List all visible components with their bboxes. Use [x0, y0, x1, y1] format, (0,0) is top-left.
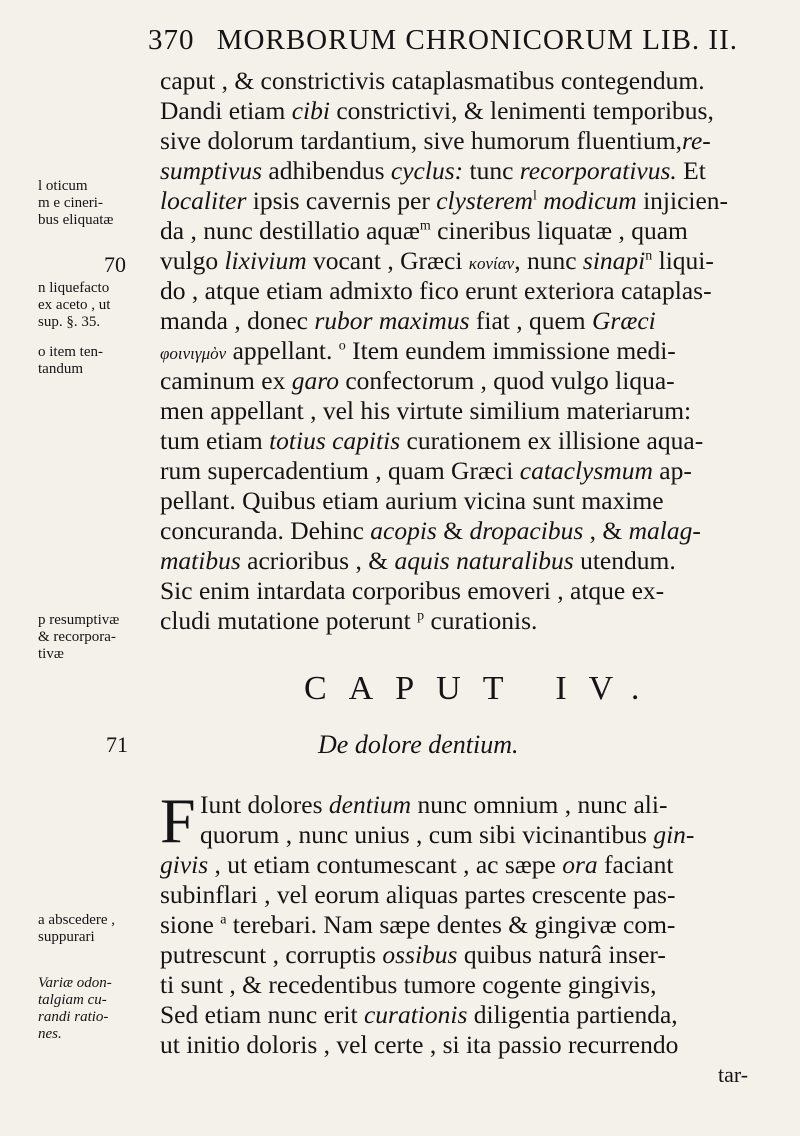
text-run: rum supercadentium , quam Græci	[160, 456, 520, 485]
text-run: manda , donec	[160, 306, 315, 335]
text-run: confectorum , quod vulgo liqua-	[338, 366, 675, 395]
text-run: sione	[160, 910, 221, 939]
text-run: garo	[291, 366, 339, 395]
text-run: re-	[681, 126, 711, 155]
margin-note-line: m e cineri-	[38, 195, 103, 211]
margin-note-line: n liquefacto	[38, 280, 110, 296]
margin-note-line: ex aceto , ut	[38, 297, 111, 313]
text-run: sive dolorum tardantium, sive humorum fluentium,	[160, 126, 682, 155]
text-run: putrescunt , corruptis	[160, 940, 383, 969]
text-run: malag-	[628, 516, 701, 545]
text-run: Græci	[592, 306, 656, 335]
margin-note-line: tandum	[38, 361, 83, 377]
text-line	[160, 486, 768, 516]
text-run: , ut etiam contumescant , ac sæpe	[208, 850, 563, 879]
text-line	[160, 850, 768, 880]
running-header	[148, 24, 768, 60]
margin-note-line: talgiam cu-	[38, 992, 107, 1008]
text-run: lixivium	[224, 246, 307, 275]
text-run: acrioribus , &	[240, 546, 395, 575]
text-run: sumptivus	[160, 156, 262, 185]
text-line	[160, 156, 768, 186]
text-line	[160, 880, 768, 910]
margin-note-line: nes.	[38, 1026, 62, 1042]
margin-note-line: Variæ odon-	[38, 975, 112, 991]
text-line	[160, 1000, 768, 1030]
text-run: appellant.	[226, 336, 339, 365]
text-line	[160, 970, 768, 1000]
text-line	[160, 246, 768, 276]
text-line	[160, 336, 768, 366]
text-run: do , atque etiam admixto fico erunt exteriora cataplas-	[160, 276, 712, 305]
text-run: &	[436, 516, 470, 545]
text-run: quibus naturâ inser-	[457, 940, 666, 969]
text-run: cibi	[291, 96, 330, 125]
text-run: gin-	[653, 820, 695, 849]
text-run: pellant. Quibus etiam aurium vicina sunt maxime	[160, 486, 664, 515]
text-line	[160, 790, 768, 820]
text-line	[160, 306, 768, 336]
text-run: Item eundem immissione medi-	[345, 336, 676, 365]
text-line	[160, 366, 768, 396]
text-run: Dandi etiam	[160, 96, 292, 125]
margin-note-line: suppurari	[38, 929, 95, 945]
text-run: fiat , quem	[469, 306, 593, 335]
text-run: modicum	[543, 186, 637, 215]
text-run: ossibus	[382, 940, 458, 969]
text-run: tunc	[463, 156, 520, 185]
line-number-70: 70	[104, 252, 126, 277]
text-run: n	[645, 248, 653, 264]
text-run: o	[338, 338, 346, 354]
text-line	[160, 66, 768, 96]
text-run: φοινιγμὸν	[160, 344, 227, 363]
main-text-block	[160, 66, 768, 636]
text-run: acopis	[370, 516, 437, 545]
catchword: tar-	[718, 1062, 749, 1087]
text-run: ti sunt , & recedentibus tumore cogente gingivis,	[160, 970, 657, 999]
margin-note-line: bus eliquatæ	[38, 212, 114, 228]
text-line	[160, 216, 768, 246]
text-run: caminum ex	[160, 366, 292, 395]
text-run: concuranda. Dehinc	[160, 516, 371, 545]
margin-note-line: p resumptivæ	[38, 612, 120, 628]
margin-note-a	[38, 912, 154, 946]
text-run: Sic enim intardata corporibus emoveri , atque ex-	[160, 576, 665, 605]
text-run: dropacibus	[469, 516, 584, 545]
margin-note-line: randi ratio-	[38, 1009, 109, 1025]
text-run: utendum.	[573, 546, 676, 575]
text-run: sinapi	[582, 246, 646, 275]
text-line	[160, 910, 768, 940]
margin-note-p	[38, 612, 154, 663]
margin-note-line: a abscedere ,	[38, 912, 116, 928]
margin-note-l	[38, 178, 154, 229]
text-run: subinflari , vel eorum aliquas partes crescente pas-	[160, 880, 676, 909]
text-run: cyclus:	[390, 156, 464, 185]
text-run: m	[419, 218, 431, 234]
text-run: localiter	[160, 186, 247, 215]
running-title: MORBORUM CHRONICORUM LIB. II.	[216, 24, 738, 56]
text-run: recorporativus.	[519, 156, 677, 185]
text-run: rubor maximus	[314, 306, 470, 335]
text-line	[160, 1030, 768, 1060]
text-run: aquis naturalibus	[394, 546, 574, 575]
text-run: ut initio doloris , vel certe , si ita passio recurrendo	[160, 1030, 679, 1059]
chapter-subtitle: De dolore dentium.	[318, 730, 519, 759]
text-run: vocant , Græci	[306, 246, 469, 275]
text-run: Sed etiam nunc erit	[160, 1000, 364, 1029]
text-run: matibus	[160, 546, 241, 575]
margin-note-n	[38, 280, 154, 331]
text-run: quorum , nunc unius , cum sibi vicinantibus	[200, 820, 654, 849]
chapter-title: CAPUT IV.	[304, 670, 662, 707]
text-run: cludi mutatione poterunt	[160, 606, 418, 635]
margin-note-line: tivæ	[38, 646, 64, 662]
text-run: curationem ex illisione aqua-	[400, 426, 704, 455]
text-run: , &	[583, 516, 629, 545]
text-run: curationis.	[424, 606, 538, 635]
text-run: vulgo	[160, 246, 225, 275]
text-line	[160, 96, 768, 126]
text-run: curationis	[363, 1000, 468, 1029]
chapter-text-block	[160, 785, 768, 1060]
text-run: terebari. Nam sæpe dentes & gingivæ com-	[226, 910, 676, 939]
text-line	[160, 456, 768, 486]
text-run: liqui-	[652, 246, 714, 275]
text-run: injicien-	[636, 186, 729, 215]
text-run: faciant	[597, 850, 674, 879]
margin-note-o	[38, 344, 154, 378]
text-line	[160, 820, 768, 850]
text-run: men appellant , vel his virtute similium materiarum:	[160, 396, 692, 425]
margin-note-line: & recorpora-	[38, 629, 116, 645]
text-run: clysterem	[436, 186, 533, 215]
line-number-71: 71	[106, 732, 128, 757]
margin-note-line: o item ten-	[38, 344, 103, 360]
text-line	[160, 940, 768, 970]
text-run: constrictivi, & lenimenti temporibus,	[329, 96, 714, 125]
text-run: Iunt dolores	[200, 790, 329, 819]
page-number: 370	[148, 24, 195, 56]
text-run: cataclysmum	[519, 456, 653, 485]
text-run: da , nunc destillatio aquæ	[160, 216, 420, 245]
text-run: caput , & constrictivis cataplasmatibus contegendum.	[160, 66, 705, 95]
text-line	[160, 396, 768, 426]
text-run: dentium	[328, 790, 412, 819]
text-run: totius capitis	[269, 426, 401, 455]
text-line	[160, 576, 768, 606]
text-run: κονίαν	[468, 254, 515, 273]
text-run: adhibendus	[262, 156, 391, 185]
text-run: l	[532, 188, 537, 204]
text-line	[160, 186, 768, 216]
margin-note-summary	[38, 975, 154, 1043]
text-line	[160, 546, 768, 576]
text-line	[160, 126, 768, 156]
text-run: Et	[676, 156, 706, 185]
text-run: p	[417, 608, 425, 624]
margin-note-line: sup. §. 35.	[38, 314, 101, 330]
text-run: nunc omnium , nunc ali-	[411, 790, 668, 819]
text-run: ipsis cavernis per	[246, 186, 437, 215]
text-run: ap-	[652, 456, 692, 485]
text-line	[160, 426, 768, 456]
text-run: tum etiam	[160, 426, 270, 455]
margin-note-line: l oticum	[38, 178, 88, 194]
text-run: givis	[160, 850, 209, 879]
text-run: , nunc	[514, 246, 583, 275]
text-line	[160, 276, 768, 306]
text-run: cineribus liquatæ , quam	[430, 216, 688, 245]
text-run: diligentia partienda,	[467, 1000, 678, 1029]
text-line	[160, 516, 768, 546]
text-run: ora	[562, 850, 598, 879]
drop-cap: F	[160, 785, 196, 856]
text-run: a	[220, 912, 227, 928]
text-line	[160, 606, 768, 636]
